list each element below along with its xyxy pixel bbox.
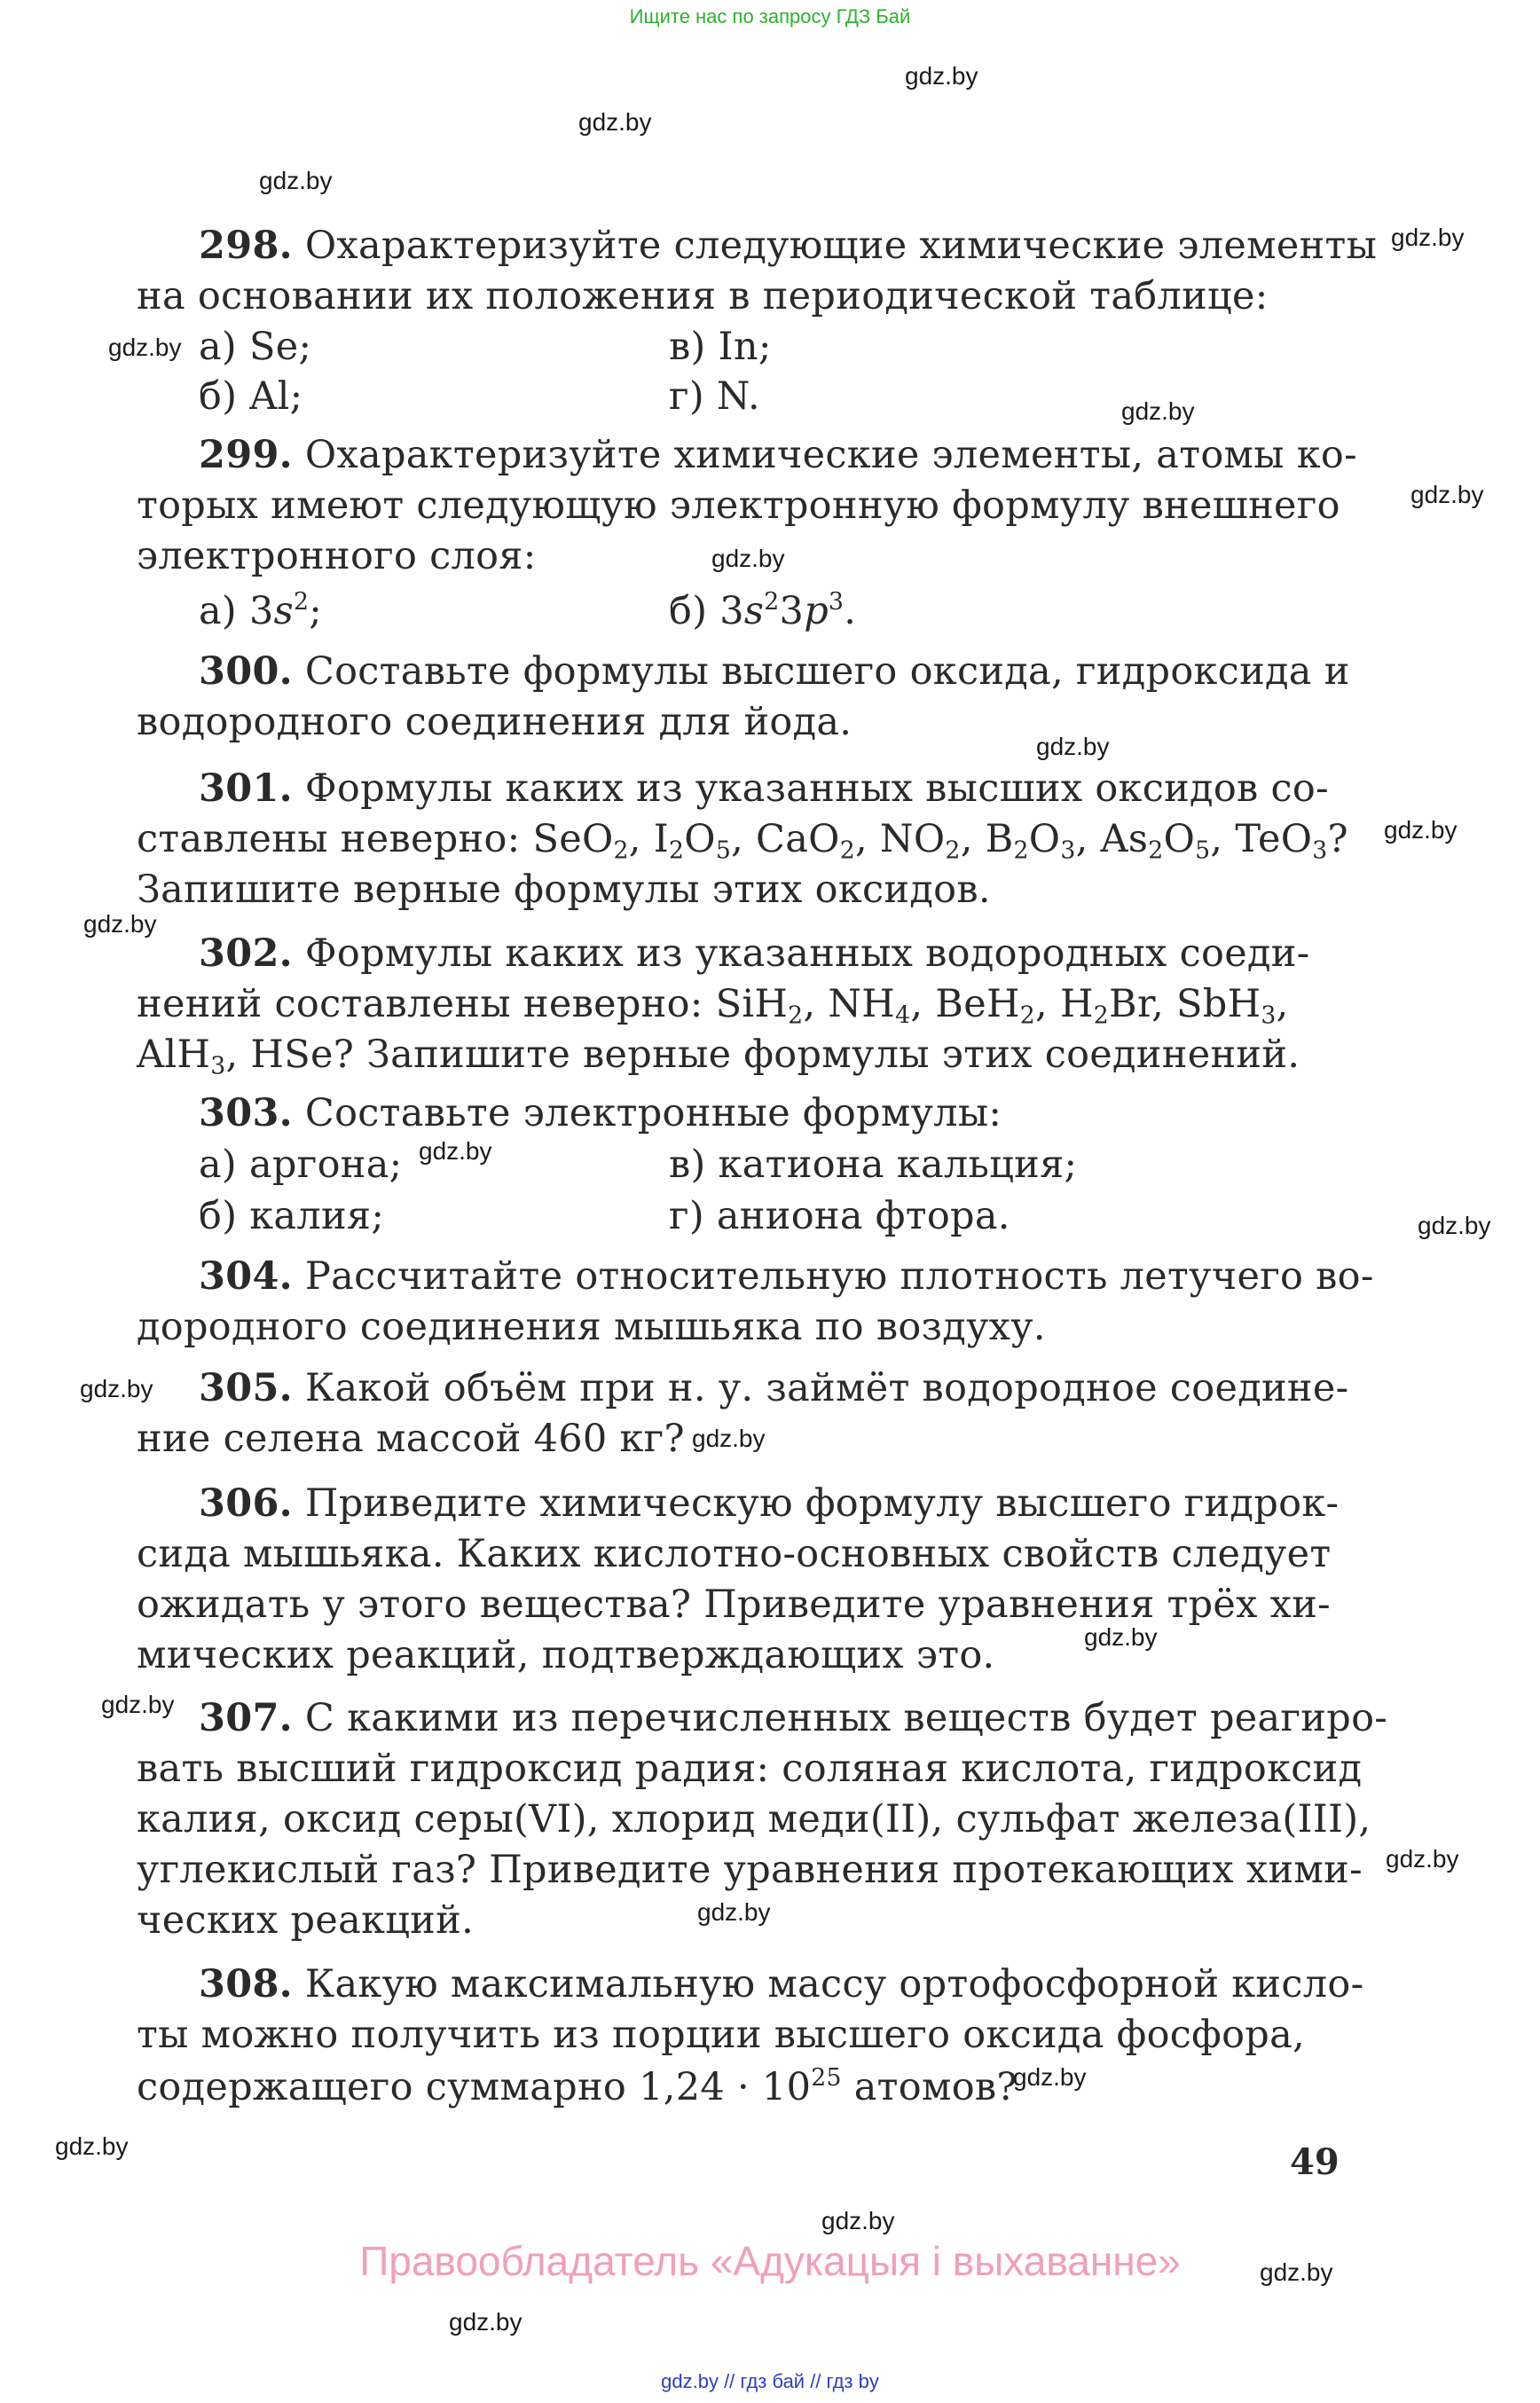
watermark: gdz.by bbox=[821, 2207, 895, 2234]
option-a: а) Se; bbox=[199, 325, 312, 369]
watermark: gdz.by bbox=[83, 910, 157, 938]
watermark: gdz.by bbox=[419, 1137, 492, 1165]
problem-307-line-1 bbox=[199, 1692, 1387, 1744]
problem-304-line-2: дородного соединения мышьяка по воздуху. bbox=[137, 1305, 1046, 1349]
problem-307-line-5: ческих реакций. bbox=[137, 1898, 475, 1943]
problem-301-line-3: Запишите верные формулы этих оксидов. bbox=[137, 868, 991, 912]
problem-text: С какими из перечисленных веществ будет реагиро- bbox=[304, 1696, 1388, 1740]
problem-text: Охарактеризуйте химические элементы, атомы ко- bbox=[304, 433, 1357, 477]
problem-text: Формулы каких из указанных высших оксидов со- bbox=[304, 766, 1329, 811]
problem-306-line-3: ожидать у этого вещества? Приведите уравнения трёх хи- bbox=[137, 1582, 1332, 1627]
watermark: gdz.by bbox=[1386, 1845, 1459, 1873]
problem-number: 305. bbox=[199, 1366, 293, 1410]
watermark: gdz.by bbox=[711, 545, 785, 572]
problem-305-line-1 bbox=[199, 1362, 1348, 1414]
watermark: gdz.by bbox=[697, 1898, 771, 1926]
problem-298-line-2: на основании их положения в периодической таблице: bbox=[137, 274, 1269, 318]
watermark: gdz.by bbox=[80, 1375, 153, 1402]
problem-305-line-2: ние селена массой 460 кг? bbox=[137, 1417, 685, 1461]
option-a: а) $3s^2$; bbox=[199, 588, 323, 633]
problem-text: Какой объём при н. у. займёт водородное соедине- bbox=[304, 1366, 1349, 1410]
watermark: gdz.by bbox=[1384, 816, 1458, 844]
problem-text: Составьте формулы высшего оксида, гидроксида и bbox=[304, 649, 1350, 694]
problem-308-line-2: ты можно получить из порции высшего оксида фосфора, bbox=[137, 2013, 1306, 2057]
problem-307-line-3: калия, оксид серы(VI), хлорид меди(II), сульфат железа(III), bbox=[137, 1797, 1371, 1842]
watermark: gdz.by bbox=[692, 1425, 766, 1452]
option-g: г) аниона фтора. bbox=[669, 1194, 1010, 1238]
problem-number: 299. bbox=[199, 433, 293, 477]
option-a: а) аргона; bbox=[199, 1143, 403, 1187]
option-b: б) $3s^23p^3$. bbox=[669, 588, 857, 633]
watermark: gdz.by bbox=[1121, 397, 1195, 425]
problem-302-line-2: нений составлены неверно: SiH$_2$, $NH_4$, BeH$_2$, $H_2Br$, SbH$_3$, bbox=[137, 982, 1289, 1030]
watermark: gdz.by bbox=[449, 2308, 522, 2336]
option-b: б) калия; bbox=[199, 1194, 385, 1238]
watermark: gdz.by bbox=[1260, 2258, 1333, 2286]
problem-text: Охарактеризуйте следующие химические элементы bbox=[304, 224, 1378, 268]
problem-307-line-2: вать высший гидроксид радия: соляная кислота, гидроксид bbox=[137, 1747, 1363, 1791]
problem-308-line-3: содержащего суммарно $1,24 \cdot 10^{25}$ атомов? bbox=[137, 2064, 1018, 2109]
problem-302-line-1 bbox=[199, 928, 1310, 979]
problem-299-line-2: торых имеют следующую электронную формулу внешнего bbox=[137, 483, 1340, 528]
problem-number: 298. bbox=[199, 224, 293, 268]
problem-number: 307. bbox=[199, 1696, 293, 1740]
footer-links[interactable]: gdz.by // гдз бай // гдз by bbox=[661, 2370, 879, 2392]
problem-number: 302. bbox=[199, 931, 293, 976]
watermark: gdz.by bbox=[1391, 224, 1465, 251]
watermark: gdz.by bbox=[55, 2132, 129, 2160]
problem-301-line-1 bbox=[199, 763, 1329, 814]
option-v: в) катиона кальция; bbox=[669, 1143, 1078, 1187]
problem-number: 301. bbox=[199, 766, 293, 811]
rights-holder: Правообладатель «Адукацыя і выхаванне» bbox=[359, 2238, 1181, 2284]
problem-307-line-4: углекислый газ? Приведите уравнения протекающих хими- bbox=[137, 1848, 1363, 1892]
option-v: в) In; bbox=[669, 325, 772, 369]
watermark: gdz.by bbox=[1036, 733, 1110, 760]
watermark: gdz.by bbox=[1418, 1212, 1491, 1239]
problem-text: Приведите химическую формулу высшего гидрок- bbox=[304, 1481, 1340, 1526]
problem-number: 304. bbox=[199, 1254, 293, 1299]
page-number: 49 bbox=[1290, 2141, 1340, 2183]
problem-number: 306. bbox=[199, 1481, 293, 1526]
problem-text: Рассчитайте относительную плотность летучего во- bbox=[304, 1254, 1374, 1299]
problem-number: 300. bbox=[199, 649, 293, 694]
watermark: gdz.by bbox=[905, 62, 978, 90]
watermark: gdz.by bbox=[1013, 2063, 1087, 2091]
top-banner[interactable]: Ищите нас по запросу ГДЗ Бай bbox=[629, 5, 911, 27]
problem-306-line-2: сида мышьяка. Каких кислотно-основных свойств следует bbox=[137, 1532, 1332, 1576]
problem-304-line-1 bbox=[199, 1251, 1374, 1302]
problem-302-line-3: AlH$_3$, HSe? Запишите верные формулы этих соединений. bbox=[137, 1033, 1300, 1080]
watermark: gdz.by bbox=[259, 167, 333, 194]
problem-text: Какую максимальную массу ортофосфорной кисло- bbox=[304, 1962, 1364, 2006]
watermark: gdz.by bbox=[1410, 481, 1484, 508]
option-g: г) N. bbox=[669, 374, 761, 419]
problem-303-line-1 bbox=[199, 1088, 1002, 1139]
problem-299-line-3: электронного слоя: bbox=[137, 534, 537, 578]
problem-298-line-1 bbox=[199, 220, 1377, 271]
problem-text: Формулы каких из указанных водородных соеди- bbox=[304, 931, 1310, 976]
problem-306-line-1 bbox=[199, 1478, 1339, 1529]
problem-number: 308. bbox=[199, 1962, 293, 2006]
watermark: gdz.by bbox=[578, 108, 652, 136]
problem-301-line-2: ставлены неверно: SeO$_2$, $I_2O_5$, CaO$_2$, $NO_2$, $B_2O_3$, $As_2O_5$, TeO$_3$? bbox=[137, 817, 1348, 865]
watermark: gdz.by bbox=[1084, 1623, 1158, 1651]
problem-308-line-1 bbox=[199, 1959, 1363, 2010]
problem-299-line-1 bbox=[199, 429, 1357, 481]
problem-300-line-2: водородного соединения для йода. bbox=[137, 700, 852, 744]
problem-300-line-1 bbox=[199, 646, 1350, 697]
watermark: gdz.by bbox=[101, 1691, 175, 1718]
option-b: б) Al; bbox=[199, 374, 303, 419]
problem-306-line-4: мических реакций, подтверждающих это. bbox=[137, 1633, 995, 1677]
problem-number: 303. bbox=[199, 1091, 293, 1135]
problem-text: Составьте электронные формулы: bbox=[304, 1091, 1002, 1135]
watermark: gdz.by bbox=[108, 334, 182, 361]
